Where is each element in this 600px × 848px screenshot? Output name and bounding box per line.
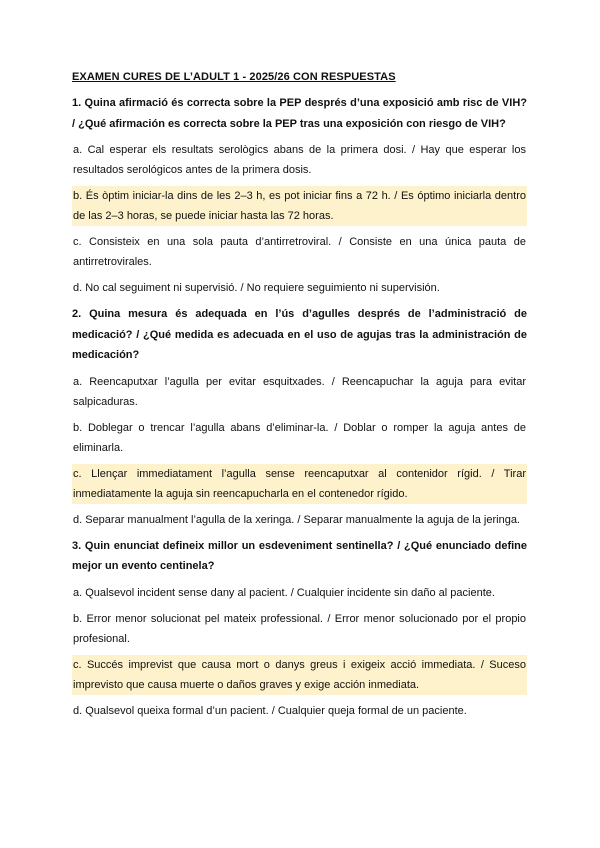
option-c-correct: c. Succés imprevist que causa mort o danys greus i exigeix acció immediata. / Suceso imprevisto que causa muerte o daños graves y exige acción inmediata. bbox=[72, 655, 527, 695]
option-a: a. Qualsevol incident sense dany al pacient. / Cualquier incidente sin daño al paciente. bbox=[73, 586, 495, 599]
option-d: d. No cal seguiment ni supervisió. / No requiere seguimiento ni supervisión. bbox=[73, 282, 440, 294]
question-3 bbox=[72, 536, 527, 721]
option-b: b. Doblegar o trencar l’agulla abans d’eliminar-la. / Doblar o romper la aguja antes de eliminarla. bbox=[73, 421, 526, 454]
question-text: 2. Quina mesura és adequada en l’ús d’agulles després de l’administració de medicació? / ¿Qué medida es adecuada en el uso de agujas tras la administración de medicación? bbox=[72, 308, 527, 361]
option-b-correct: b. És òptim iniciar-la dins de les 2–3 h, es pot iniciar fins a 72 h. / Es óptimo iniciarla dentro de las 2–3 horas, se puede iniciar hasta las 72 horas. bbox=[72, 186, 527, 226]
document-title: EXAMEN CURES DE L’ADULT 1 - 2025/26 CON RESPUESTAS bbox=[72, 71, 396, 83]
option-b: b. Error menor solucionat pel mateix professional. / Error menor solucionado por el propio profesional. bbox=[73, 612, 526, 645]
option-c-correct: c. Llençar immediatament l’agulla sense reencaputxar al contenidor rígid. / Tirar inmediatamente la aguja sin reencapucharla en el contenedor rígido. bbox=[72, 464, 527, 504]
option-d: d. Qualsevol queixa formal d’un pacient. / Cualquier queja formal de un paciente. bbox=[73, 704, 467, 717]
question-1 bbox=[72, 93, 527, 298]
question-2 bbox=[72, 304, 527, 530]
option-d: d. Separar manualment l’agulla de la xeringa. / Separar manualmente la aguja de la jeringa. bbox=[73, 513, 520, 526]
question-text: 3. Quin enunciat defineix millor un esdeveniment sentinella? / ¿Qué enunciado define mejor un evento centinela? bbox=[72, 539, 527, 572]
question-text: 1. Quina afirmació és correcta sobre la PEP després d’una exposició amb risc de VIH? / ¿Qué afirmación es correcta sobre la PEP tras una exposición con riesgo de VIH? bbox=[72, 97, 527, 130]
option-c: c. Consisteix en una sola pauta d’antirretroviral. / Consiste en una única pauta de antirretrovirales. bbox=[73, 236, 526, 268]
option-a: a. Cal esperar els resultats serològics abans de la primera dosi. / Hay que esperar los resultados serológicos antes de la primera dosis. bbox=[73, 144, 526, 176]
document-page bbox=[72, 71, 527, 727]
option-a: a. Reencaputxar l’agulla per evitar esquitxades. / Reencapuchar la aguja para evitar salpicaduras. bbox=[73, 375, 526, 408]
